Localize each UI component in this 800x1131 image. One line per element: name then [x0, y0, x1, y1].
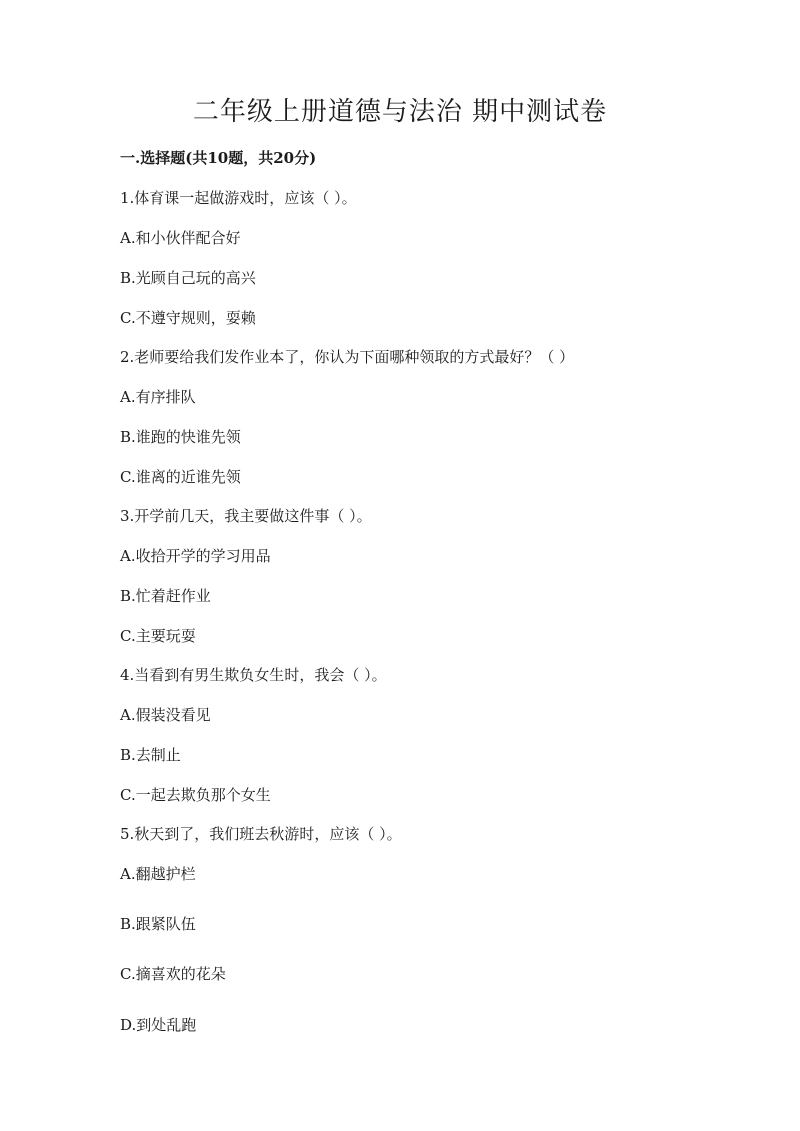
answer-option: D.到处乱跑: [120, 1016, 197, 1034]
answer-option: B.谁跑的快谁先领: [120, 428, 241, 446]
question-stem: 1.体育课一起做游戏时，应该（ ）。: [120, 189, 357, 207]
answer-option: C.摘喜欢的花朵: [120, 965, 226, 983]
question-stem: 3.开学前几天，我主要做这件事（ ）。: [120, 507, 372, 525]
answer-option: A.假装没看见: [120, 706, 211, 724]
question-stem: 4.当看到有男生欺负女生时，我会（ ）。: [120, 666, 387, 684]
question-stem: 2.老师要给我们发作业本了，你认为下面哪种领取的方式最好？（ ）: [120, 348, 575, 366]
answer-option: A.和小伙伴配合好: [120, 229, 241, 247]
answer-option: A.翻越护栏: [120, 865, 196, 883]
answer-option: B.忙着赶作业: [120, 587, 211, 605]
answer-option: B.光顾自己玩的高兴: [120, 269, 256, 287]
answer-option: A.有序排队: [120, 388, 196, 406]
answer-option: C.主要玩耍: [120, 627, 196, 645]
answer-option: C.谁离的近谁先领: [120, 468, 241, 486]
answer-option: B.去制止: [120, 746, 181, 764]
section-heading: 一.选择题(共10题，共20分): [120, 149, 317, 167]
answer-option: C.不遵守规则，耍赖: [120, 309, 256, 327]
page-title: 二年级上册道德与法治 期中测试卷: [192, 97, 608, 127]
answer-option: B.跟紧队伍: [120, 915, 196, 933]
question-stem: 5.秋天到了，我们班去秋游时，应该（ ）。: [120, 825, 402, 843]
answer-option: A.收拾开学的学习用品: [120, 547, 271, 565]
answer-option: C.一起去欺负那个女生: [120, 786, 271, 804]
